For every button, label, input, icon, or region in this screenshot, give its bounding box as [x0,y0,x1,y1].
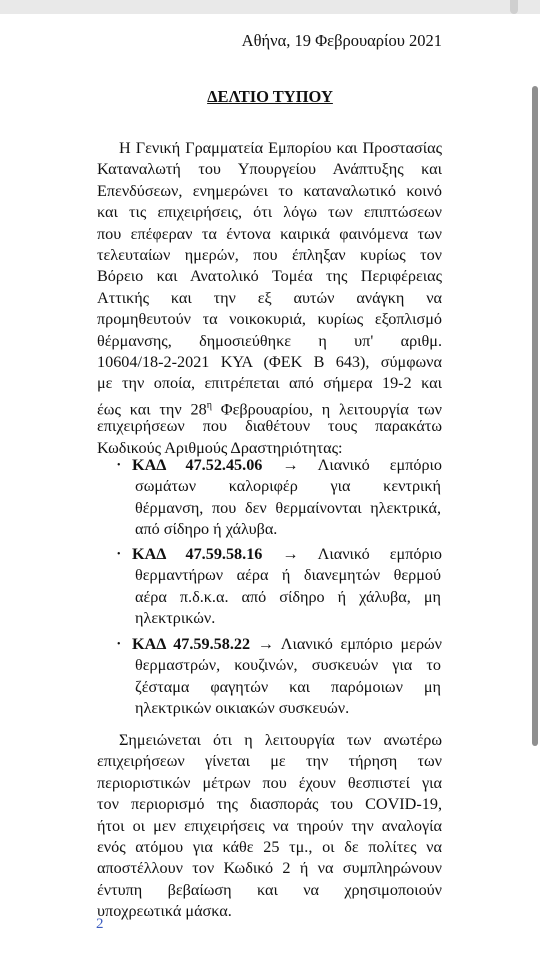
intro-line: θέρμανσης, δημοσιεύθηκε η υπ' αριθμ. [97,331,442,350]
kad-item-first-line [132,455,442,476]
kad-description-start: → Λιανικό εμπόριο [282,456,442,474]
kad-item-line: ζέσταμα φαγητών και παρόμοιων μη [135,677,441,696]
closing-line: περιοριστικών μέτρων που έχουν θεσπιστεί για [97,773,442,792]
intro-line: προμηθευτούν τα νοικοκυριά, κυρίως εξοπλισμό [97,310,442,329]
status-bar [0,0,540,14]
intro-line: 10604/18-2-2021 ΚΥΑ (ΦΕΚ Β 643), σύμφωνα [97,353,442,371]
kad-item-line: θέρμανση, που δεν θερμαίνονται ηλεκτρικά, [135,498,441,517]
kad-description-start: → Λιανικό εμπόριο μερών [257,635,442,653]
closing-line: τον περιορισμό της διασποράς του COVID-19, [97,795,442,814]
closing-line: Σημειώνεται ότι η λειτουργία των ανωτέρω [119,731,442,749]
intro-line: και τις επιχειρήσεις, ότι λόγω των επιπτώσεων [97,203,442,222]
intro-line: Η Γενική Γραμματεία Εμπορίου και Προστασίας [119,139,442,157]
closing-line: επιχειρήσεων γίνεται με την τήρηση των [97,752,442,771]
bullet-icon: • [117,460,121,471]
intro-line: Βόρειο και Ανατολικό Τομέα της Περιφέρειας [97,267,442,286]
kad-item-first-line [132,544,442,565]
kad-item-line: από σίδηρο ή χάλυβα. [135,520,278,539]
bullet-icon: • [117,639,121,650]
kad-item-first-line [132,634,442,655]
document-date: Αθήνα, 19 Φεβρουαρίου 2021 [241,31,442,50]
document-title: ΔΕΛΤΙΟ ΤΥΠΟΥ [207,87,333,106]
superscript: η [206,399,212,411]
intro-line: Αττικής και την εξ αυτών ανάγκη να [97,288,442,307]
kad-code: ΚΑΔ 47.59.58.16 [132,545,263,563]
intro-line: Επενδύσεων, ενημερώνει το καταναλωτικό κοινό [97,181,442,200]
kad-item-line: θερμαστρών, κουζινών, συσκευών για το [135,656,441,675]
kad-code: ΚΑΔ 47.52.45.06 [132,456,263,474]
closing-line: έντυπη βεβαίωση και να χρησιμοποιούν [97,880,442,899]
intro-line: με την οποία, επιτρέπεται από σήμερα 19-2 και [97,374,442,393]
kad-item-line: αέρα π.δ.κ.α. από σίδηρο ή χάλυβα, μη [135,587,441,606]
closing-line: ενός ατόμου για κάθε 25 τμ., οι δε πολίτες να [97,838,442,856]
intro-line: Καταναλωτή του Υπουργείου Ανάπτυξης και [97,160,442,179]
kad-code: ΚΑΔ 47.59.58.22 [132,635,251,653]
kad-item-line: ηλεκτρικών. [135,609,216,628]
kad-item-line: σωμάτων καλοριφέρ για κεντρική [135,477,441,496]
status-indicator [510,0,518,14]
page-number: 2 [96,916,104,932]
intro-line: Κωδικούς Αριθμούς Δραστηριότητας: [97,438,343,457]
intro-line: τελευταίων ημερών, που έπληξαν κυρίως τον [97,246,442,264]
intro-line: που επέφεραν τα έντονα καιρικά φαινόμενα των [97,224,442,243]
kad-description-start: → Λιανικό εμπόριο [282,545,442,563]
closing-line: αποστέλλουν τον Κωδικό 2 ή να συμπληρώνουν [97,859,442,878]
kad-item-line: θερμαντήρων αέρα ή διανεμητών θερμού [135,566,441,585]
bullet-icon: • [117,549,121,560]
closing-line: υποχρεωτικά μάσκα. [97,902,232,921]
intro-line: επιχειρήσεων που διαθέτουν τους παρακάτω [97,417,442,436]
scrollbar[interactable] [532,86,538,746]
kad-item-line: ηλεκτρικών οικιακών συσκευών. [135,699,350,718]
intro-line: έως και την $28^\eta$ Φεβρουαρίου, η λειτουργία των [97,399,442,419]
closing-line: ήτοι οι μεν επιχειρήσεις να τηρούν την αναλογία [97,816,442,835]
